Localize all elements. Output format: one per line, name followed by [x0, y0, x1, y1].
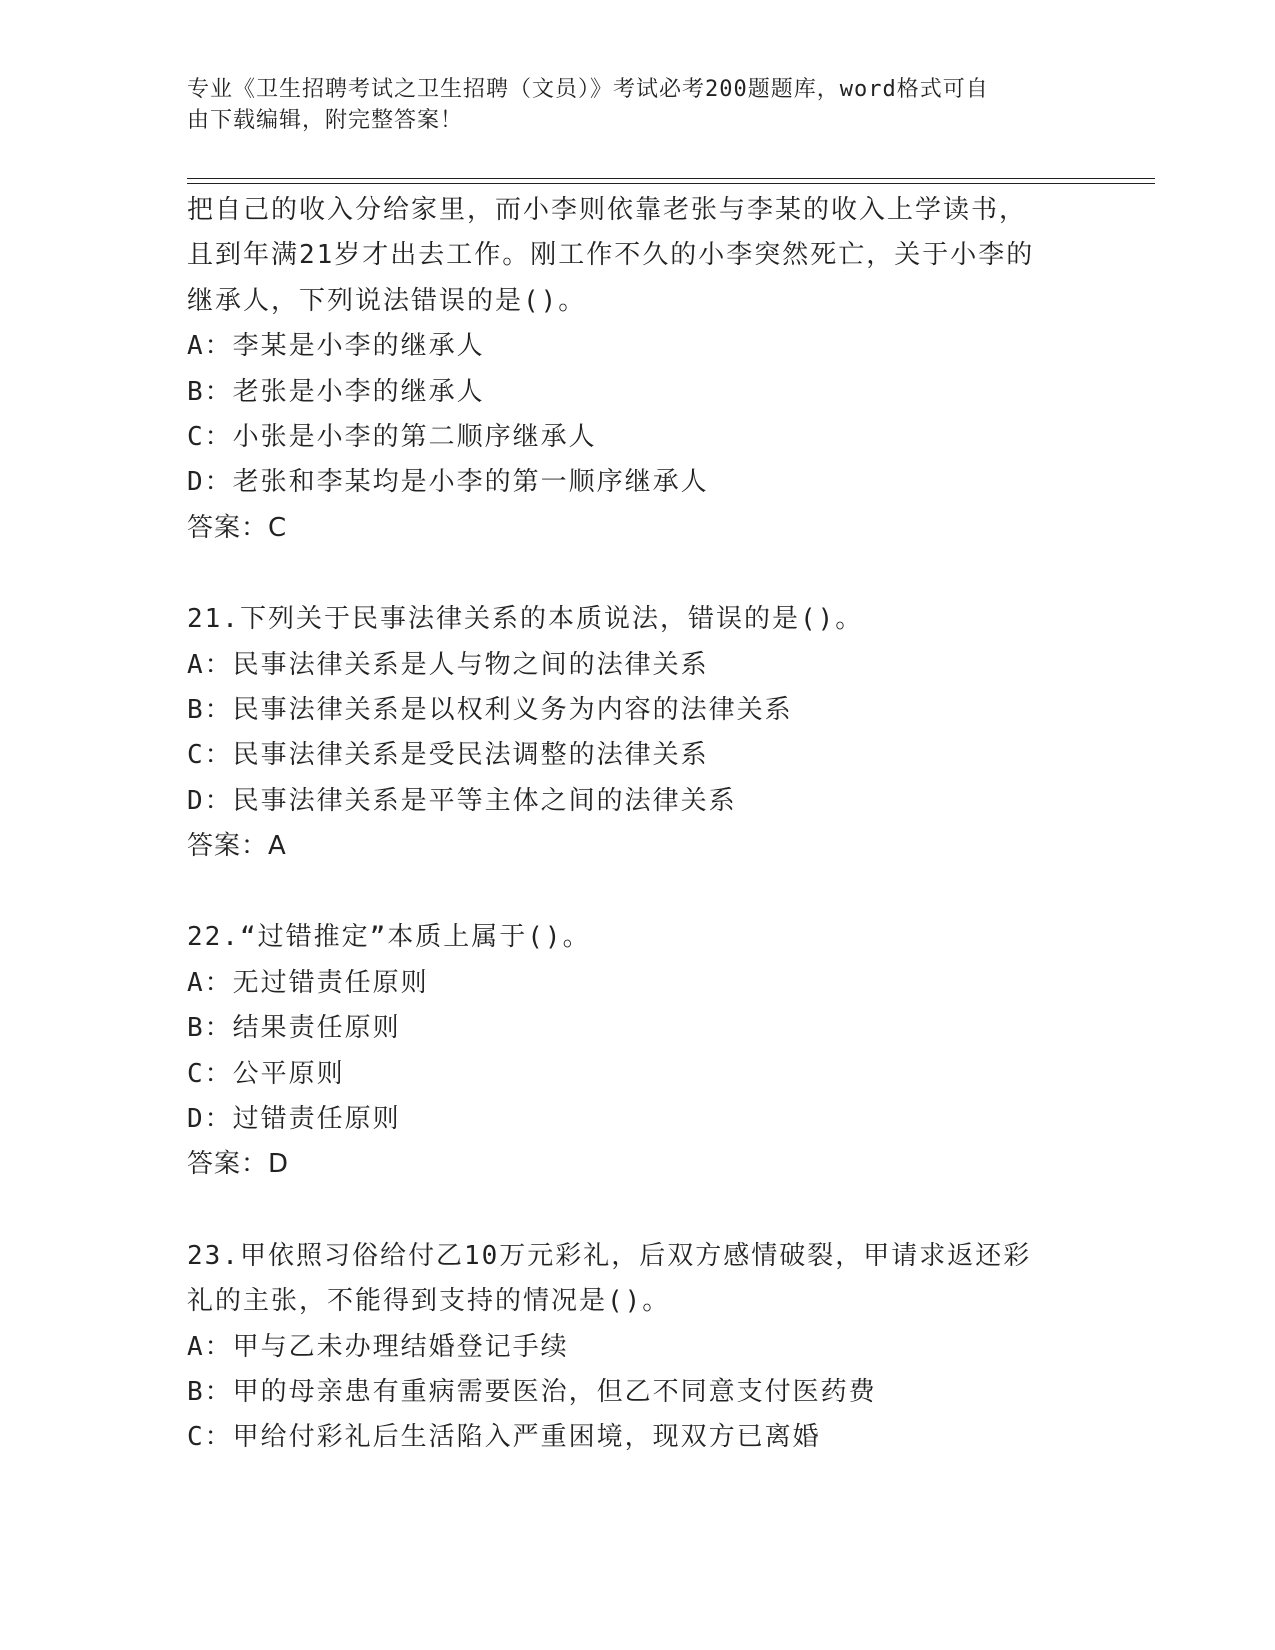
question-stem-line: 21.下列关于民事法律关系的本质说法，错误的是()。	[187, 604, 864, 635]
option-a: A：无过错责任原则	[187, 967, 429, 998]
option-b: B：民事法律关系是以权利义务为内容的法律关系	[187, 694, 793, 725]
question-stem-line: 22.“过错推定”本质上属于()。	[187, 922, 591, 953]
option-c: C：甲给付彩礼后生活陷入严重困境，现双方已离婚	[187, 1422, 821, 1453]
question-stem-line: 23.甲依照习俗给付乙10万元彩礼，后双方感情破裂，甲请求返还彩	[187, 1240, 1032, 1271]
question-20	[187, 188, 1087, 551]
option-d: D：民事法律关系是平等主体之间的法律关系	[187, 785, 737, 816]
option-a: A：民事法律关系是人与物之间的法律关系	[187, 649, 709, 680]
spacer	[187, 869, 1087, 915]
answer-line: 答案：C	[187, 512, 288, 543]
header-line-2: 由下载编辑，附完整答案！	[187, 108, 464, 133]
option-c: C：民事法律关系是受民法调整的法律关系	[187, 740, 709, 771]
option-c: C：小张是小李的第二顺序继承人	[187, 421, 597, 452]
option-d: D：过错责任原则	[187, 1104, 401, 1135]
option-b: B：老张是小李的继承人	[187, 376, 485, 407]
option-a: A：甲与乙未办理结婚登记手续	[187, 1331, 569, 1362]
header-rule-top	[187, 178, 1155, 179]
header-rule-bottom	[187, 183, 1155, 184]
option-b: B：结果责任原则	[187, 1013, 401, 1044]
option-c: C：公平原则	[187, 1058, 345, 1089]
question-23	[187, 1234, 1087, 1461]
option-a: A：李某是小李的继承人	[187, 331, 485, 362]
spacer	[187, 1188, 1087, 1234]
document-header	[187, 74, 1067, 136]
question-stem-line: 把自己的收入分给家里，而小李则依靠老张与李某的收入上学读书，	[187, 195, 1028, 225]
document-body	[187, 188, 1087, 1461]
question-stem-line: 且到年满21岁才出去工作。刚工作不久的小李突然死亡，关于小李的	[187, 240, 1035, 271]
answer-line: 答案：A	[187, 831, 287, 862]
header-line-1: 专业《卫生招聘考试之卫生招聘（文员）》考试必考200题题库，word格式可自	[187, 77, 989, 102]
option-b: B：甲的母亲患有重病需要医治，但乙不同意支付医药费	[187, 1376, 877, 1407]
answer-line: 答案：D	[187, 1149, 290, 1180]
question-22	[187, 915, 1087, 1187]
question-21	[187, 597, 1087, 869]
option-d: D：老张和李某均是小李的第一顺序继承人	[187, 467, 709, 498]
spacer	[187, 551, 1087, 597]
question-stem-line: 继承人，下列说法错误的是()。	[187, 285, 587, 316]
question-stem-line: 礼的主张，不能得到支持的情况是()。	[187, 1286, 671, 1317]
